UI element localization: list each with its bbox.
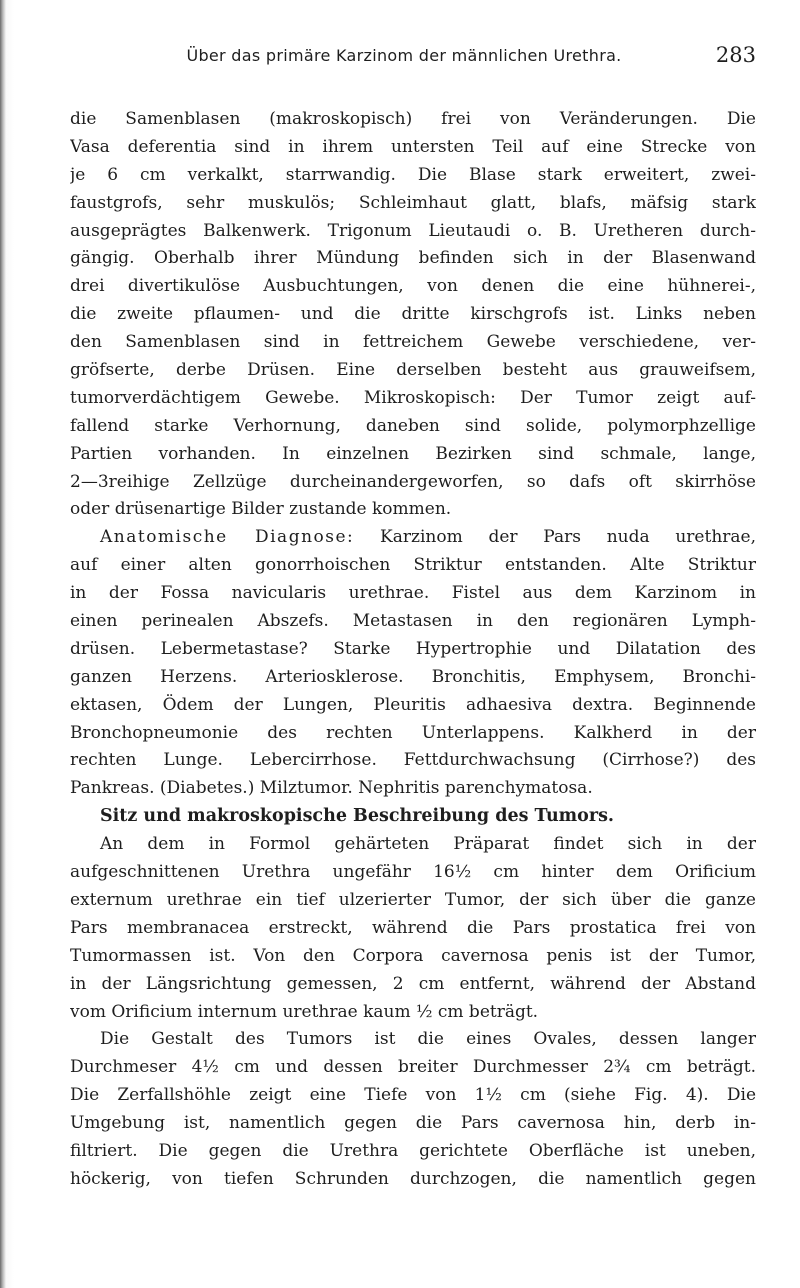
text-line: einen perinealen Abszefs. Metastasen in den regionären Lymph- — [70, 611, 756, 632]
section-heading: Sitz und makroskopische Beschreibung des Tumors. — [100, 806, 615, 827]
text-line: Die Zerfallshöhle zeigt eine Tiefe von 1½ cm (siehe Fig. 4). Die — [70, 1085, 756, 1106]
text-line: auf einer alten gonorrhoischen Striktur entstanden. Alte Striktur — [70, 555, 756, 576]
text-line: je 6 cm verkalkt, starrwandig. Die Blase stark erweitert, zwei- — [70, 164, 756, 185]
running-header — [124, 43, 756, 76]
text-line: An dem in Formol gehärteten Präparat findet sich in der — [100, 834, 756, 855]
text-line: drüsen. Lebermetastase? Starke Hypertrophie und Dilatation des — [70, 638, 756, 659]
text-line: 2—3reihige Zellzüge durcheinandergeworfen, so dafs oft skirrhöse — [70, 471, 756, 492]
text-line: Pars membranacea erstreckt, während die Pars prostatica frei von — [70, 917, 756, 938]
text-line: fallend starke Verhornung, daneben sind solide, polymorphzellige — [70, 415, 756, 436]
text-line: drei divertikulöse Ausbuchtungen, von denen die eine hühnerei-, — [70, 276, 756, 297]
text-line: Vasa deferentia sind in ihrem untersten Teil auf eine Strecke von — [70, 136, 756, 157]
page-number: 283 — [715, 43, 756, 67]
text-line: tumorverdächtigem Gewebe. Mikroskopisch: Der Tumor zeigt auf- — [70, 387, 756, 408]
text-line: aufgeschnittenen Urethra ungefähr 16½ cm hinter dem Orificium — [70, 862, 756, 883]
page-edge-shadow — [0, 0, 6, 1288]
diagnosis-first-text: Karzinom der Pars nuda urethrae, — [380, 527, 756, 548]
text-line: in der Fossa navicularis urethrae. Fistel aus dem Karzinom in — [70, 583, 756, 604]
text-line: Pankreas. (Diabetes.) Milztumor. Nephritis parenchymatosa. — [70, 778, 593, 799]
text-line: Umgebung ist, namentlich gegen die Pars cavernosa hin, derb in- — [70, 1113, 756, 1134]
text-line: in der Längsrichtung gemessen, 2 cm entfernt, während der Abstand — [70, 973, 756, 994]
text-line: Tumormassen ist. Von den Corpora cavernosa penis ist der Tumor, — [70, 945, 756, 966]
text-line: Partien vorhanden. In einzelnen Bezirken sind schmale, lange, — [70, 443, 756, 464]
text-line: höckerig, von tiefen Schrunden durchzogen, die namentlich gegen — [70, 1168, 756, 1189]
text-line: Durchmeser 4½ cm und dessen breiter Durchmesser 2¾ cm beträgt. — [70, 1057, 756, 1078]
header-title: Über das primäre Karzinom der männlichen Urethra. — [186, 46, 622, 65]
text-line: Bronchopneumonie des rechten Unterlappens. Kalkherd in der — [70, 722, 756, 743]
text-line: ganzen Herzens. Arteriosklerose. Bronchitis, Emphysem, Bronchi- — [70, 666, 756, 687]
text-line: die zweite pflaumen- und die dritte kirschgrofs ist. Links neben — [70, 304, 756, 325]
text-line: filtriert. Die gegen die Urethra gerichtete Oberfläche ist uneben, — [70, 1140, 756, 1161]
text-line: vom Orificium internum urethrae kaum ½ cm beträgt. — [70, 1001, 539, 1022]
text-line: gröfserte, derbe Drüsen. Eine derselben besteht aus grauweifsem, — [70, 360, 756, 381]
text-line: den Samenblasen sind in fettreichem Gewebe verschiedene, ver- — [70, 332, 756, 353]
text-line: Die Gestalt des Tumors ist die eines Ovales, dessen langer — [100, 1029, 756, 1050]
text-line: gängig. Oberhalb ihrer Mündung befinden sich in der Blasenwand — [70, 248, 756, 269]
text-line: ektasen, Ödem der Lungen, Pleuritis adhaesiva dextra. Beginnende — [70, 694, 756, 715]
text-line: faustgrofs, sehr muskulös; Schleimhaut glatt, blafs, mäfsig stark — [70, 192, 756, 213]
diagnosis-label: Anatomische Diagnose: — [100, 527, 355, 548]
diagnosis-first-line — [70, 524, 756, 552]
text-line: ausgeprägtes Balkenwerk. Trigonum Lieutaudi o. B. Uretheren durch- — [70, 220, 756, 241]
text-line: oder drüsenartige Bilder zustande kommen. — [70, 499, 452, 520]
text-line: die Samenblasen (makroskopisch) frei von Veränderungen. Die — [70, 109, 756, 129]
text-line: rechten Lunge. Lebercirrhose. Fettdurchwachsung (Cirrhose?) des — [70, 750, 756, 771]
text-line: externum urethrae ein tief ulzerierter Tumor, der sich über die ganze — [70, 889, 756, 910]
body-text — [70, 106, 756, 1194]
